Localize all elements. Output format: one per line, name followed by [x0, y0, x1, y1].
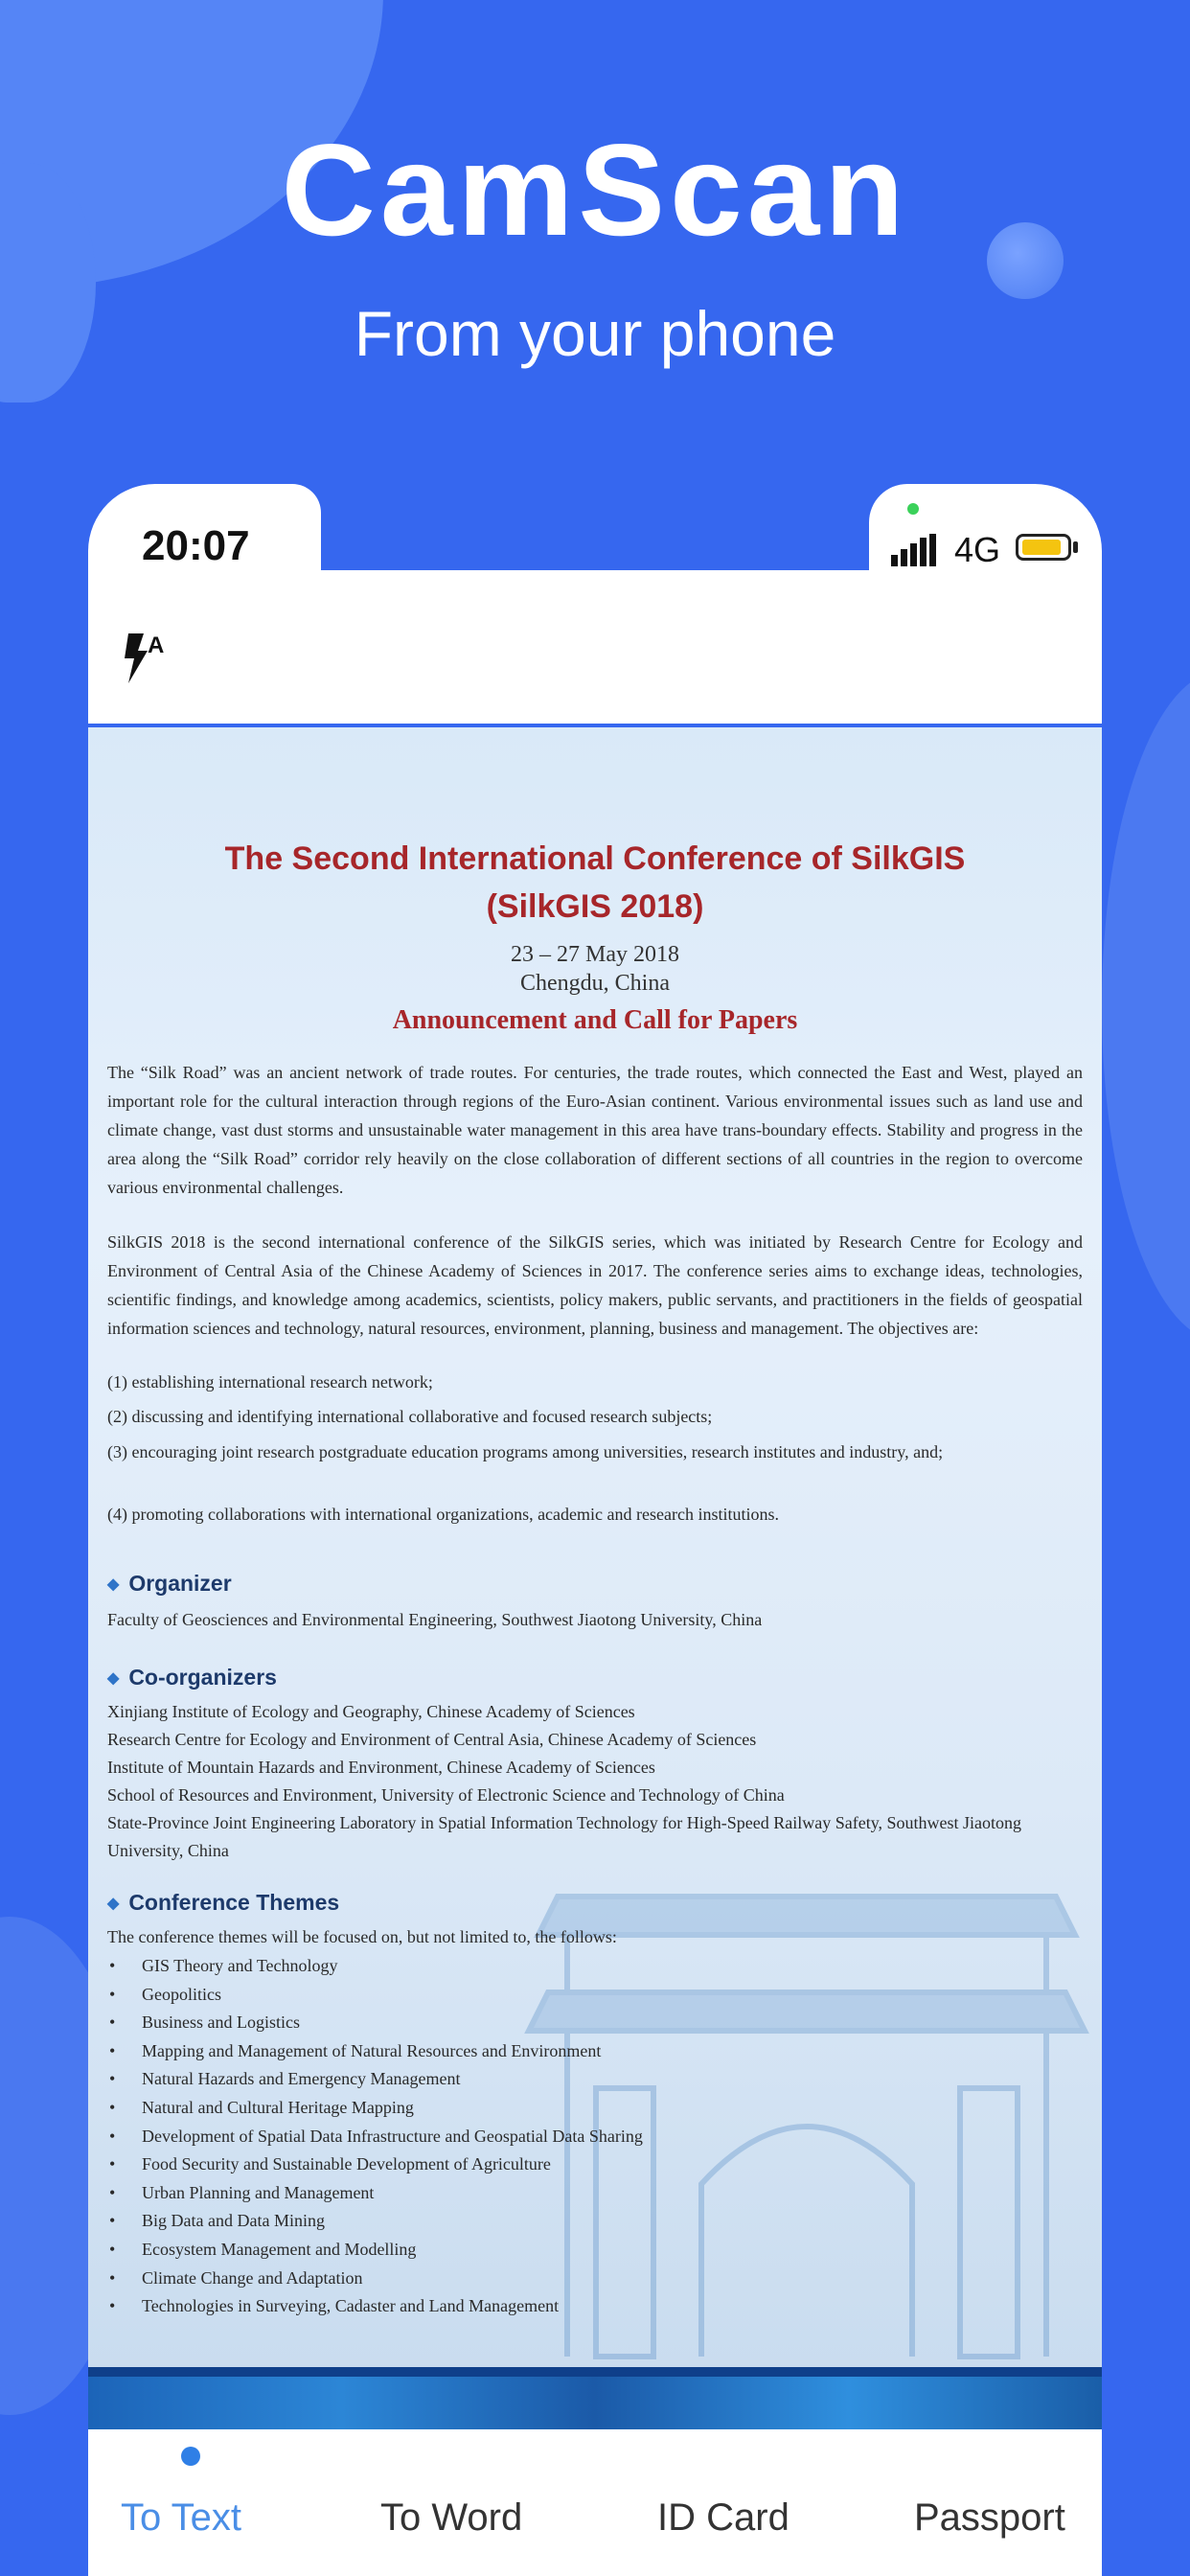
coorganizer-list [107, 1698, 1083, 1865]
objective-1: (1) establishing international research network; [107, 1372, 433, 1392]
status-bar [88, 484, 1102, 724]
document-title-line-2: (SilkGIS 2018) [486, 888, 704, 925]
paragraph-2: SilkGIS 2018 is the second international conference of the SilkGIS series, which was initiated by Research Centre for Ecology and Environment of Central Asia of the Chinese Academy of Sciences in 2017. The conference series aims to exchange ideas, technologies, scientific findings, and knowledge among academics, scientists, policy makers, public servants, and practitioners in the fields of geospatial information sciences and technology, natural resources, environment, planning, business and management. The objectives are: [107, 1232, 1083, 1338]
theme-item: • Urban Planning and Management [107, 2179, 1083, 2208]
theme-item: • Natural and Cultural Heritage Mapping [107, 2094, 1083, 2123]
tab-passport[interactable]: Passport [914, 2496, 1065, 2539]
coorganizer-item: Xinjiang Institute of Ecology and Geography, Chinese Academy of Sciences [107, 1702, 635, 1721]
themes-intro: The conference themes will be focused on, but not limited to, the follows: [107, 1927, 617, 1946]
theme-item: • GIS Theory and Technology [107, 1952, 1083, 1981]
phone-mockup [88, 484, 1102, 2576]
document-title-line-1: The Second International Conference of SilkGIS [224, 840, 966, 877]
coorganizer-item: Institute of Mountain Hazards and Environment, Chinese Academy of Sciences [107, 1758, 655, 1777]
document-announcement: Announcement and Call for Papers [392, 1005, 798, 1035]
header-background [88, 570, 1102, 724]
theme-item: • Big Data and Data Mining [107, 2207, 1083, 2236]
coorganizers-heading: ◆ Co-organizers [107, 1665, 277, 1690]
theme-item: • Geopolitics [107, 1981, 1083, 2010]
document-dates [107, 940, 1083, 998]
svg-text:A: A [148, 632, 165, 658]
theme-item: • Development of Spatial Data Infrastructure and Geospatial Data Sharing [107, 2123, 1083, 2151]
document-title [107, 835, 1083, 931]
tab-id-card[interactable]: ID Card [657, 2496, 790, 2539]
background-blob [1102, 671, 1190, 1342]
signal-icon [891, 534, 943, 566]
theme-item: • Natural Hazards and Emergency Management [107, 2065, 1083, 2094]
objective-3: (3) encouraging joint research postgraduate education programs among universities, research institutes and industry, and; [107, 1442, 944, 1461]
active-tab-indicator [181, 2447, 200, 2466]
organizer-text: Faculty of Geosciences and Environmental Engineering, Southwest Jiaotong University, China [107, 1610, 763, 1629]
tab-to-word[interactable]: To Word [380, 2496, 523, 2539]
mode-tab-bar [88, 2429, 1102, 2576]
coorganizer-item: Research Centre for Ecology and Environment of Central Asia, Chinese Academy of Sciences [107, 1730, 757, 1749]
themes-heading: ◆ Conference Themes [107, 1890, 339, 1916]
app-subtitle: From your phone [354, 298, 836, 369]
themes-list [107, 1952, 1083, 2321]
flash-auto-icon[interactable] [115, 628, 172, 685]
theme-item: • Food Security and Sustainable Development of Agriculture [107, 2150, 1083, 2179]
scanned-document [88, 727, 1102, 2378]
battery-tip [1073, 541, 1078, 553]
theme-item: • Ecosystem Management and Modelling [107, 2236, 1083, 2265]
network-type: 4G [954, 530, 1001, 569]
objective-4: (4) promoting collaborations with international organizations, academic and research institutions. [107, 1505, 779, 1524]
conference-location: Chengdu, China [520, 971, 670, 996]
status-time: 20:07 [142, 522, 250, 569]
theme-item: • Business and Logistics [107, 2009, 1083, 2037]
coorganizer-item: State-Province Joint Engineering Laboratory in Spatial Information Technology for High-Speed Railway Safety, Southwest Jiaotong University, China [107, 1813, 1022, 1860]
theme-item: • Technologies in Surveying, Cadaster and Land Management [107, 2292, 1083, 2321]
theme-item: • Mapping and Management of Natural Resources and Environment [107, 2037, 1083, 2066]
organizer-heading: ◆ Organizer [107, 1571, 232, 1597]
battery-icon [1016, 534, 1071, 561]
objective-2: (2) discussing and identifying international collaborative and focused research subjects; [107, 1407, 713, 1426]
conference-dates: 23 – 27 May 2018 [511, 942, 679, 967]
app-title: CamScan [281, 117, 909, 263]
paragraph-1: The “Silk Road” was an ancient network of trade routes. For centuries, the trade routes, which connected the East and West, played an important role for the cultural interaction through regions of the Euro-Asian continent. Various environmental issues such as land use and climate change, vast dust storms and unsustainable water management in this area have trans-boundary effects. Stability and progress in the area along the “Silk Road” corridor rely heavily on the close collaboration of different sections of all countries in the region to overcome various environmental challenges. [107, 1063, 1083, 1197]
camera-indicator-icon [907, 503, 919, 515]
theme-item: • Climate Change and Adaptation [107, 2265, 1083, 2293]
tab-to-text[interactable]: To Text [121, 2496, 241, 2539]
coorganizer-item: School of Resources and Environment, University of Electronic Science and Technology of China [107, 1785, 785, 1805]
